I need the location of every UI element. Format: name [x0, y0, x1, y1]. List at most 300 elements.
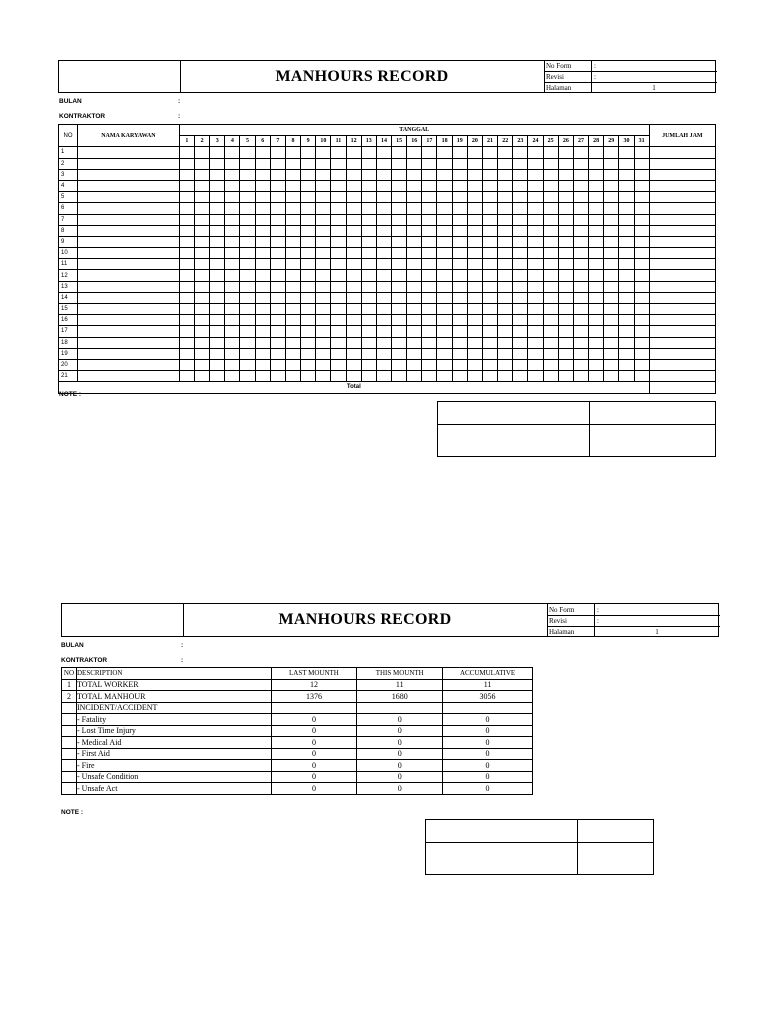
hours-cell[interactable]: [316, 214, 331, 225]
hours-cell[interactable]: [392, 304, 407, 315]
hours-cell[interactable]: [407, 169, 422, 180]
hours-cell[interactable]: [573, 192, 588, 203]
hours-cell[interactable]: [482, 315, 497, 326]
hours-cell[interactable]: [255, 337, 270, 348]
hours-cell[interactable]: [361, 180, 376, 191]
hours-cell[interactable]: [210, 214, 225, 225]
hours-cell[interactable]: [361, 169, 376, 180]
hours-cell[interactable]: [331, 292, 346, 303]
hours-cell[interactable]: [376, 292, 391, 303]
hours-cell[interactable]: [437, 326, 452, 337]
hours-cell[interactable]: [392, 158, 407, 169]
hours-cell[interactable]: [210, 248, 225, 259]
hours-cell[interactable]: [407, 270, 422, 281]
hours-cell[interactable]: [225, 147, 240, 158]
hours-cell[interactable]: [346, 248, 361, 259]
hours-cell[interactable]: [301, 203, 316, 214]
hours-cell[interactable]: [437, 192, 452, 203]
hours-cell[interactable]: [437, 180, 452, 191]
hours-cell[interactable]: [210, 371, 225, 382]
hours-cell[interactable]: [558, 169, 573, 180]
hours-cell[interactable]: [589, 192, 604, 203]
hours-cell[interactable]: [513, 270, 528, 281]
hours-cell[interactable]: [513, 158, 528, 169]
hours-cell[interactable]: [498, 214, 513, 225]
hours-cell[interactable]: [331, 203, 346, 214]
employee-name-cell[interactable]: [77, 348, 179, 359]
hours-cell[interactable]: [543, 180, 558, 191]
hours-cell[interactable]: [240, 270, 255, 281]
hours-cell[interactable]: [589, 326, 604, 337]
hours-cell[interactable]: [346, 225, 361, 236]
hours-cell[interactable]: [528, 225, 543, 236]
hours-cell[interactable]: [301, 259, 316, 270]
hours-cell[interactable]: [301, 348, 316, 359]
hours-cell[interactable]: [285, 292, 300, 303]
hours-cell[interactable]: [437, 214, 452, 225]
hours-cell[interactable]: [407, 326, 422, 337]
hours-cell[interactable]: [270, 203, 285, 214]
hours-cell[interactable]: [376, 315, 391, 326]
hours-cell[interactable]: [225, 371, 240, 382]
hours-cell[interactable]: [376, 180, 391, 191]
hours-cell[interactable]: [482, 326, 497, 337]
hours-cell[interactable]: [498, 337, 513, 348]
hours-cell[interactable]: [452, 147, 467, 158]
hours-cell[interactable]: [589, 270, 604, 281]
hours-cell[interactable]: [346, 371, 361, 382]
hours-cell[interactable]: [589, 259, 604, 270]
hours-cell[interactable]: [270, 158, 285, 169]
hours-cell[interactable]: [225, 158, 240, 169]
hours-cell[interactable]: [513, 337, 528, 348]
total-hours-cell[interactable]: [649, 158, 715, 169]
hours-cell[interactable]: [604, 292, 619, 303]
hours-cell[interactable]: [346, 348, 361, 359]
hours-cell[interactable]: [482, 147, 497, 158]
hours-cell[interactable]: [422, 192, 437, 203]
hours-cell[interactable]: [498, 348, 513, 359]
hours-cell[interactable]: [240, 248, 255, 259]
hours-cell[interactable]: [437, 248, 452, 259]
hours-cell[interactable]: [285, 248, 300, 259]
hours-cell[interactable]: [604, 147, 619, 158]
hours-cell[interactable]: [528, 259, 543, 270]
hours-cell[interactable]: [240, 225, 255, 236]
hours-cell[interactable]: [558, 371, 573, 382]
hours-cell[interactable]: [392, 180, 407, 191]
hours-cell[interactable]: [392, 214, 407, 225]
total-hours-cell[interactable]: [649, 292, 715, 303]
hours-cell[interactable]: [361, 147, 376, 158]
hours-cell[interactable]: [346, 359, 361, 370]
hours-cell[interactable]: [179, 326, 194, 337]
employee-name-cell[interactable]: [77, 315, 179, 326]
hours-cell[interactable]: [573, 292, 588, 303]
hours-cell[interactable]: [240, 158, 255, 169]
hours-cell[interactable]: [316, 259, 331, 270]
hours-cell[interactable]: [589, 304, 604, 315]
hours-cell[interactable]: [361, 203, 376, 214]
hours-cell[interactable]: [194, 169, 209, 180]
hours-cell[interactable]: [634, 315, 649, 326]
total-hours-cell[interactable]: [649, 192, 715, 203]
hours-cell[interactable]: [482, 248, 497, 259]
hours-cell[interactable]: [422, 225, 437, 236]
hours-cell[interactable]: [528, 315, 543, 326]
hours-cell[interactable]: [346, 180, 361, 191]
hours-cell[interactable]: [210, 259, 225, 270]
employee-name-cell[interactable]: [77, 147, 179, 158]
hours-cell[interactable]: [558, 192, 573, 203]
hours-cell[interactable]: [498, 203, 513, 214]
hours-cell[interactable]: [270, 225, 285, 236]
hours-cell[interactable]: [498, 371, 513, 382]
hours-cell[interactable]: [589, 281, 604, 292]
hours-cell[interactable]: [194, 236, 209, 247]
hours-cell[interactable]: [558, 315, 573, 326]
hours-cell[interactable]: [513, 326, 528, 337]
hours-cell[interactable]: [467, 214, 482, 225]
hours-cell[interactable]: [619, 169, 634, 180]
hours-cell[interactable]: [301, 326, 316, 337]
hours-cell[interactable]: [392, 315, 407, 326]
hours-cell[interactable]: [255, 359, 270, 370]
hours-cell[interactable]: [331, 304, 346, 315]
hours-cell[interactable]: [619, 259, 634, 270]
hours-cell[interactable]: [301, 337, 316, 348]
hours-cell[interactable]: [194, 214, 209, 225]
hours-cell[interactable]: [407, 203, 422, 214]
employee-name-cell[interactable]: [77, 281, 179, 292]
hours-cell[interactable]: [225, 326, 240, 337]
hours-cell[interactable]: [270, 315, 285, 326]
hours-cell[interactable]: [194, 180, 209, 191]
hours-cell[interactable]: [619, 359, 634, 370]
hours-cell[interactable]: [482, 359, 497, 370]
hours-cell[interactable]: [543, 259, 558, 270]
hours-cell[interactable]: [634, 180, 649, 191]
hours-cell[interactable]: [331, 270, 346, 281]
hours-cell[interactable]: [498, 270, 513, 281]
hours-cell[interactable]: [392, 359, 407, 370]
hours-cell[interactable]: [619, 292, 634, 303]
hours-cell[interactable]: [513, 214, 528, 225]
hours-cell[interactable]: [316, 359, 331, 370]
total-hours-cell[interactable]: [649, 236, 715, 247]
hours-cell[interactable]: [558, 236, 573, 247]
hours-cell[interactable]: [528, 326, 543, 337]
hours-cell[interactable]: [437, 371, 452, 382]
hours-cell[interactable]: [467, 348, 482, 359]
hours-cell[interactable]: [316, 180, 331, 191]
hours-cell[interactable]: [482, 192, 497, 203]
hours-cell[interactable]: [331, 315, 346, 326]
hours-cell[interactable]: [619, 203, 634, 214]
hours-cell[interactable]: [528, 292, 543, 303]
hours-cell[interactable]: [452, 337, 467, 348]
hours-cell[interactable]: [392, 326, 407, 337]
hours-cell[interactable]: [498, 326, 513, 337]
hours-cell[interactable]: [543, 326, 558, 337]
hours-cell[interactable]: [210, 348, 225, 359]
hours-cell[interactable]: [604, 259, 619, 270]
hours-cell[interactable]: [589, 337, 604, 348]
hours-cell[interactable]: [422, 248, 437, 259]
hours-cell[interactable]: [407, 337, 422, 348]
hours-cell[interactable]: [285, 192, 300, 203]
hours-cell[interactable]: [285, 225, 300, 236]
hours-cell[interactable]: [331, 147, 346, 158]
hours-cell[interactable]: [210, 281, 225, 292]
hours-cell[interactable]: [331, 326, 346, 337]
hours-cell[interactable]: [558, 304, 573, 315]
hours-cell[interactable]: [331, 225, 346, 236]
hours-cell[interactable]: [376, 270, 391, 281]
hours-cell[interactable]: [376, 359, 391, 370]
hours-cell[interactable]: [255, 281, 270, 292]
total-hours-cell[interactable]: [649, 225, 715, 236]
employee-name-cell[interactable]: [77, 192, 179, 203]
hours-cell[interactable]: [179, 248, 194, 259]
hours-cell[interactable]: [285, 371, 300, 382]
hours-cell[interactable]: [422, 281, 437, 292]
hours-cell[interactable]: [316, 169, 331, 180]
hours-cell[interactable]: [210, 304, 225, 315]
hours-cell[interactable]: [513, 225, 528, 236]
hours-cell[interactable]: [361, 248, 376, 259]
hours-cell[interactable]: [301, 304, 316, 315]
hours-cell[interactable]: [634, 348, 649, 359]
hours-cell[interactable]: [482, 348, 497, 359]
hours-cell[interactable]: [210, 169, 225, 180]
hours-cell[interactable]: [467, 281, 482, 292]
employee-name-cell[interactable]: [77, 225, 179, 236]
hours-cell[interactable]: [376, 147, 391, 158]
hours-cell[interactable]: [331, 281, 346, 292]
hours-cell[interactable]: [376, 248, 391, 259]
hours-cell[interactable]: [331, 158, 346, 169]
hours-cell[interactable]: [498, 304, 513, 315]
hours-cell[interactable]: [422, 337, 437, 348]
hours-cell[interactable]: [543, 192, 558, 203]
hours-cell[interactable]: [543, 214, 558, 225]
hours-cell[interactable]: [513, 203, 528, 214]
hours-cell[interactable]: [392, 281, 407, 292]
hours-cell[interactable]: [376, 214, 391, 225]
hours-cell[interactable]: [528, 180, 543, 191]
employee-name-cell[interactable]: [77, 236, 179, 247]
hours-cell[interactable]: [543, 169, 558, 180]
hours-cell[interactable]: [619, 158, 634, 169]
total-hours-cell[interactable]: [649, 359, 715, 370]
hours-cell[interactable]: [498, 225, 513, 236]
hours-cell[interactable]: [407, 147, 422, 158]
hours-cell[interactable]: [482, 214, 497, 225]
hours-cell[interactable]: [194, 147, 209, 158]
hours-cell[interactable]: [482, 337, 497, 348]
hours-cell[interactable]: [619, 214, 634, 225]
hours-cell[interactable]: [467, 147, 482, 158]
hours-cell[interactable]: [634, 169, 649, 180]
hours-cell[interactable]: [452, 180, 467, 191]
hours-cell[interactable]: [619, 225, 634, 236]
hours-cell[interactable]: [573, 304, 588, 315]
grid-total-value[interactable]: [649, 382, 715, 393]
hours-cell[interactable]: [482, 292, 497, 303]
hours-cell[interactable]: [498, 192, 513, 203]
hours-cell[interactable]: [513, 371, 528, 382]
hours-cell[interactable]: [240, 292, 255, 303]
hours-cell[interactable]: [392, 236, 407, 247]
hours-cell[interactable]: [301, 180, 316, 191]
employee-name-cell[interactable]: [77, 304, 179, 315]
hours-cell[interactable]: [604, 158, 619, 169]
hours-cell[interactable]: [225, 169, 240, 180]
hours-cell[interactable]: [285, 326, 300, 337]
hours-cell[interactable]: [422, 236, 437, 247]
hours-cell[interactable]: [194, 259, 209, 270]
hours-cell[interactable]: [619, 270, 634, 281]
hours-cell[interactable]: [179, 214, 194, 225]
total-hours-cell[interactable]: [649, 270, 715, 281]
hours-cell[interactable]: [558, 292, 573, 303]
hours-cell[interactable]: [240, 371, 255, 382]
hours-cell[interactable]: [376, 337, 391, 348]
hours-cell[interactable]: [392, 147, 407, 158]
hours-cell[interactable]: [255, 348, 270, 359]
hours-cell[interactable]: [210, 315, 225, 326]
hours-cell[interactable]: [604, 281, 619, 292]
hours-cell[interactable]: [528, 304, 543, 315]
hours-cell[interactable]: [316, 315, 331, 326]
hours-cell[interactable]: [634, 359, 649, 370]
hours-cell[interactable]: [634, 371, 649, 382]
hours-cell[interactable]: [543, 281, 558, 292]
hours-cell[interactable]: [255, 270, 270, 281]
hours-cell[interactable]: [634, 259, 649, 270]
hours-cell[interactable]: [604, 348, 619, 359]
hours-cell[interactable]: [634, 236, 649, 247]
hours-cell[interactable]: [179, 292, 194, 303]
hours-cell[interactable]: [255, 147, 270, 158]
hours-cell[interactable]: [194, 348, 209, 359]
hours-cell[interactable]: [210, 180, 225, 191]
hours-cell[interactable]: [270, 270, 285, 281]
hours-cell[interactable]: [589, 236, 604, 247]
hours-cell[interactable]: [301, 158, 316, 169]
total-hours-cell[interactable]: [649, 304, 715, 315]
hours-cell[interactable]: [331, 180, 346, 191]
hours-cell[interactable]: [482, 281, 497, 292]
employee-name-cell[interactable]: [77, 359, 179, 370]
hours-cell[interactable]: [604, 214, 619, 225]
employee-name-cell[interactable]: [77, 180, 179, 191]
hours-cell[interactable]: [498, 259, 513, 270]
hours-cell[interactable]: [589, 225, 604, 236]
hours-cell[interactable]: [452, 203, 467, 214]
hours-cell[interactable]: [316, 326, 331, 337]
hours-cell[interactable]: [225, 203, 240, 214]
hours-cell[interactable]: [482, 169, 497, 180]
hours-cell[interactable]: [467, 158, 482, 169]
hours-cell[interactable]: [589, 169, 604, 180]
hours-cell[interactable]: [604, 192, 619, 203]
hours-cell[interactable]: [452, 225, 467, 236]
hours-cell[interactable]: [301, 359, 316, 370]
hours-cell[interactable]: [346, 315, 361, 326]
hours-cell[interactable]: [194, 281, 209, 292]
hours-cell[interactable]: [255, 180, 270, 191]
hours-cell[interactable]: [376, 371, 391, 382]
hours-cell[interactable]: [285, 348, 300, 359]
hours-cell[interactable]: [513, 180, 528, 191]
hours-cell[interactable]: [331, 371, 346, 382]
total-hours-cell[interactable]: [649, 348, 715, 359]
hours-cell[interactable]: [194, 337, 209, 348]
hours-cell[interactable]: [240, 348, 255, 359]
hours-cell[interactable]: [240, 304, 255, 315]
hours-cell[interactable]: [240, 259, 255, 270]
hours-cell[interactable]: [422, 214, 437, 225]
hours-cell[interactable]: [513, 236, 528, 247]
hours-cell[interactable]: [589, 292, 604, 303]
employee-name-cell[interactable]: [77, 248, 179, 259]
hours-cell[interactable]: [634, 281, 649, 292]
hours-cell[interactable]: [301, 214, 316, 225]
hours-cell[interactable]: [376, 281, 391, 292]
hours-cell[interactable]: [452, 371, 467, 382]
hours-cell[interactable]: [285, 281, 300, 292]
hours-cell[interactable]: [240, 281, 255, 292]
hours-cell[interactable]: [589, 158, 604, 169]
hours-cell[interactable]: [437, 259, 452, 270]
hours-cell[interactable]: [452, 214, 467, 225]
hours-cell[interactable]: [361, 225, 376, 236]
hours-cell[interactable]: [210, 203, 225, 214]
hours-cell[interactable]: [194, 315, 209, 326]
hours-cell[interactable]: [604, 236, 619, 247]
hours-cell[interactable]: [179, 259, 194, 270]
hours-cell[interactable]: [285, 259, 300, 270]
hours-cell[interactable]: [513, 147, 528, 158]
hours-cell[interactable]: [452, 236, 467, 247]
hours-cell[interactable]: [255, 214, 270, 225]
hours-cell[interactable]: [194, 292, 209, 303]
hours-cell[interactable]: [285, 180, 300, 191]
hours-cell[interactable]: [361, 281, 376, 292]
hours-cell[interactable]: [316, 225, 331, 236]
hours-cell[interactable]: [573, 214, 588, 225]
hours-cell[interactable]: [528, 192, 543, 203]
hours-cell[interactable]: [467, 292, 482, 303]
hours-cell[interactable]: [558, 326, 573, 337]
hours-cell[interactable]: [528, 236, 543, 247]
hours-cell[interactable]: [346, 259, 361, 270]
hours-cell[interactable]: [270, 281, 285, 292]
employee-name-cell[interactable]: [77, 292, 179, 303]
hours-cell[interactable]: [301, 147, 316, 158]
hours-cell[interactable]: [301, 225, 316, 236]
hours-cell[interactable]: [225, 236, 240, 247]
employee-name-cell[interactable]: [77, 326, 179, 337]
hours-cell[interactable]: [285, 147, 300, 158]
hours-cell[interactable]: [316, 281, 331, 292]
hours-cell[interactable]: [285, 236, 300, 247]
hours-cell[interactable]: [270, 348, 285, 359]
hours-cell[interactable]: [437, 348, 452, 359]
hours-cell[interactable]: [558, 158, 573, 169]
